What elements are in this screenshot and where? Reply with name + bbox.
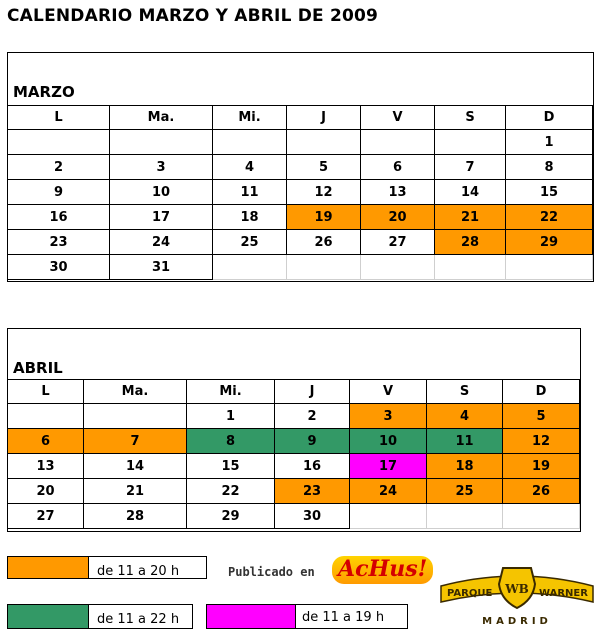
logo-city: MADRID [482,616,552,627]
april-day-cell: 10 [350,429,427,454]
march-day-cell: 4 [213,155,287,180]
april-day-cell: 12 [503,429,580,454]
april-weekday-header: Ma. [84,379,187,404]
april-weekday-header: Mi. [187,379,275,404]
april-day-cell: 7 [84,429,187,454]
april-day-cell: 8 [187,429,275,454]
april-day-cell: 21 [84,479,187,504]
parque-warner-logo [437,562,597,632]
wb-shield-letters: WB [505,582,529,596]
march-day-cell [435,130,506,155]
april-day-cell: 16 [275,454,350,479]
april-weekday-header: L [8,379,84,404]
april-day-cell: 25 [427,479,503,504]
march-day-cell: 14 [435,180,506,205]
april-empty-cell [427,504,503,529]
logo-right-word: WARNER [539,588,588,599]
march-weekday-header: D [506,105,593,130]
april-day-cell [84,404,187,429]
achus-logo: AcHus! [332,556,433,584]
march-day-cell: 5 [287,155,361,180]
march-empty-cell [213,255,287,280]
march-day-cell [8,130,110,155]
march-day-cell [361,130,435,155]
month-title-april: ABRIL [13,359,63,377]
april-weekday-header: S [427,379,503,404]
calendar-march [7,52,594,282]
march-weekday-header: Ma. [110,105,213,130]
march-day-cell: 16 [8,205,110,230]
march-empty-cell [435,255,506,280]
march-day-cell: 9 [8,180,110,205]
legend-text-orange: de 11 a 20 h [97,564,180,579]
april-weekday-header: V [350,379,427,404]
april-day-cell: 15 [187,454,275,479]
march-day-cell: 17 [110,205,213,230]
march-day-cell: 2 [8,155,110,180]
april-day-cell: 3 [350,404,427,429]
legend-swatch-magenta [206,604,296,629]
march-day-cell: 26 [287,230,361,255]
april-day-cell: 27 [8,504,84,529]
legend-swatch-orange [7,556,89,579]
march-day-cell [110,130,213,155]
march-empty-cell [506,255,593,280]
march-empty-cell [287,255,361,280]
march-day-cell: 29 [506,230,593,255]
march-day-cell: 3 [110,155,213,180]
april-day-cell: 9 [275,429,350,454]
march-empty-cell [361,255,435,280]
march-day-cell: 30 [8,255,110,280]
march-day-cell: 1 [506,130,593,155]
march-day-cell: 6 [361,155,435,180]
april-weekday-header: J [275,379,350,404]
april-day-cell: 22 [187,479,275,504]
april-day-cell: 14 [84,454,187,479]
march-day-cell: 12 [287,180,361,205]
april-day-cell: 1 [187,404,275,429]
march-weekday-header: Mi. [213,105,287,130]
april-day-cell: 26 [503,479,580,504]
march-day-cell: 11 [213,180,287,205]
april-empty-cell [503,504,580,529]
april-day-cell: 30 [275,504,350,529]
legend-text-green: de 11 a 22 h [97,612,180,627]
march-day-cell: 7 [435,155,506,180]
march-day-cell: 23 [8,230,110,255]
march-day-cell: 28 [435,230,506,255]
march-day-cell: 31 [110,255,213,280]
march-day-cell [287,130,361,155]
april-day-cell: 18 [427,454,503,479]
march-weekday-header: V [361,105,435,130]
march-day-cell: 25 [213,230,287,255]
march-day-cell: 22 [506,205,593,230]
march-weekday-header: S [435,105,506,130]
march-day-cell: 24 [110,230,213,255]
march-day-cell: 13 [361,180,435,205]
april-day-cell: 4 [427,404,503,429]
march-weekday-header: L [8,105,110,130]
march-day-cell: 18 [213,205,287,230]
page-title: CALENDARIO MARZO Y ABRIL DE 2009 [7,6,379,26]
april-empty-cell [350,504,427,529]
march-day-cell: 10 [110,180,213,205]
march-day-cell [213,130,287,155]
march-day-cell: 21 [435,205,506,230]
march-day-cell: 27 [361,230,435,255]
march-day-cell: 15 [506,180,593,205]
april-day-cell [8,404,84,429]
april-day-cell: 11 [427,429,503,454]
march-day-cell: 19 [287,205,361,230]
legend-text-magenta: de 11 a 19 h [302,610,385,625]
april-day-cell: 17 [350,454,427,479]
april-day-cell: 29 [187,504,275,529]
march-day-cell: 8 [506,155,593,180]
april-day-cell: 24 [350,479,427,504]
march-weekday-header: J [287,105,361,130]
april-day-cell: 6 [8,429,84,454]
published-label: Publicado en [228,565,315,579]
april-day-cell: 13 [8,454,84,479]
calendar-april [7,328,581,532]
april-day-cell: 19 [503,454,580,479]
march-day-cell: 20 [361,205,435,230]
april-day-cell: 2 [275,404,350,429]
april-weekday-header: D [503,379,580,404]
logo-left-word: PARQUE [447,588,493,599]
april-day-cell: 23 [275,479,350,504]
legend-swatch-green [7,604,89,629]
april-day-cell: 28 [84,504,187,529]
month-title-march: MARZO [13,83,75,101]
april-day-cell: 5 [503,404,580,429]
april-day-cell: 20 [8,479,84,504]
